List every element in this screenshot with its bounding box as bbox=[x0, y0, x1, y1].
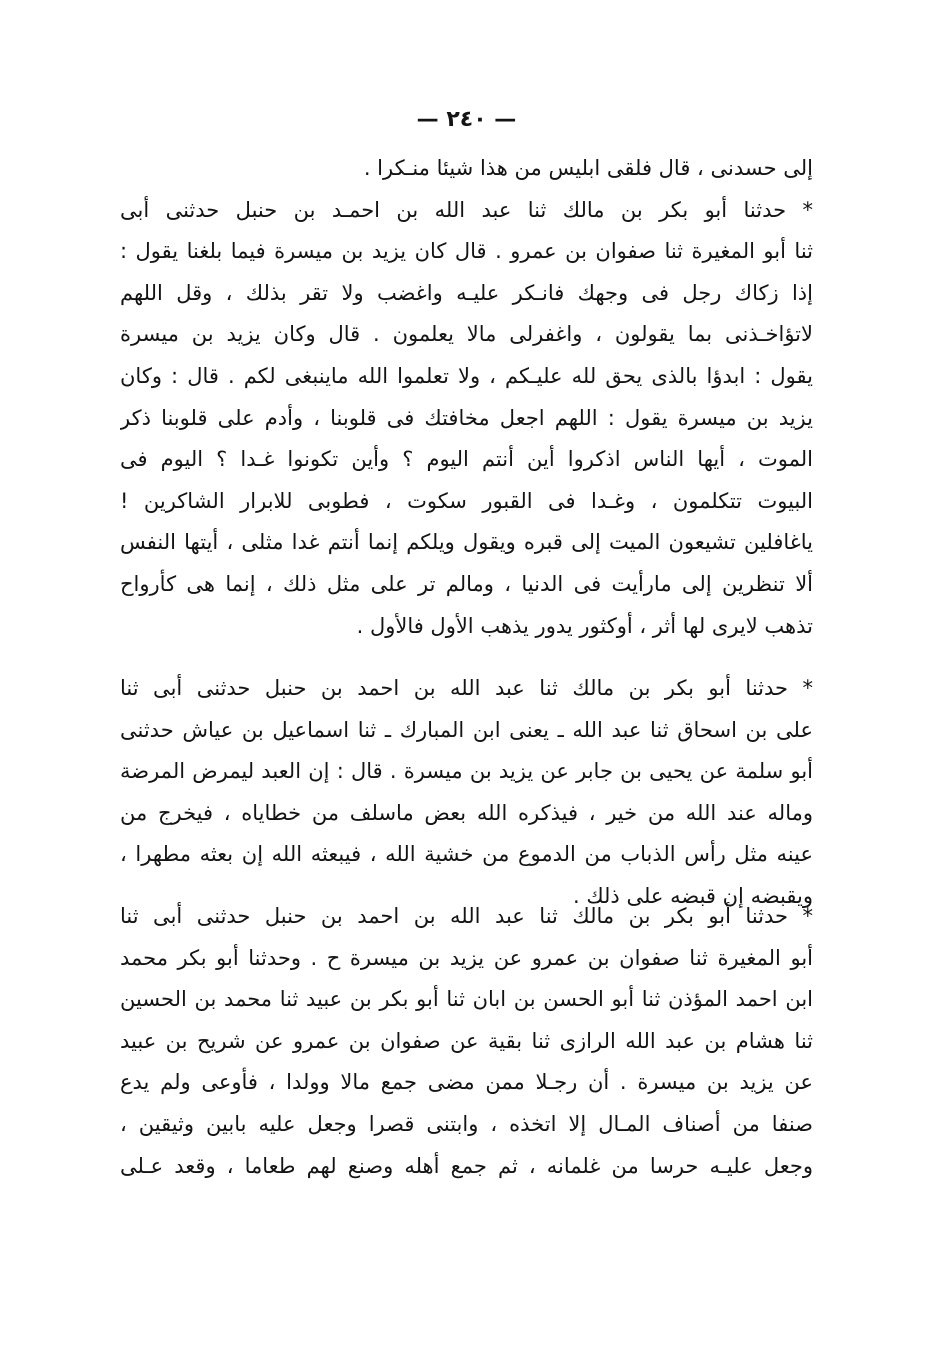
text-line: البيوت تتكلمون ، وغـدا فى القبور سكوت ، فطوبى للابرار الشاكرين ! bbox=[120, 488, 813, 513]
text-block-middle bbox=[120, 668, 813, 918]
text-line: * حدثنا أبو بكر بن مالك ثنا عبد الله بن احمد بن حنبل حدثنى أبى ثنا bbox=[120, 904, 813, 928]
text-line: عينه مثل رأس الذباب من الدموع من خشية الله ، فيبعثه الله إن بعثه مطهرا ، bbox=[120, 842, 813, 867]
text-line: ثنا هشام بن عبد الله الرازى ثنا بقية عن صفوان بن عمرو عن شريح بن عبيد bbox=[120, 1028, 813, 1053]
paragraph-2 bbox=[120, 190, 813, 648]
text-line: صنفا من أصناف المـال إلا اتخذه ، وابتنى قصرا وجعل عليه بابين وثيقين ، bbox=[120, 1111, 813, 1136]
text-line: ويقبضه إن قبضه على ذلك . bbox=[572, 883, 813, 908]
text-line: يزيد بن ميسرة يقول : اللهم اجعل مخافتك فى قلوبنا ، وأدم على قلوبنا ذكر bbox=[120, 405, 813, 430]
text-line: عن يزيد بن ميسرة . أن رجـلا ممن مضى جمع مالا وولدا ، فأوعى ولم يدع bbox=[120, 1070, 813, 1095]
paragraph-4 bbox=[120, 896, 813, 1187]
text-line: الموت ، أيها الناس اذكروا أين أنتم اليوم ؟ وأين تكونوا غـدا ؟ اليوم فى bbox=[120, 447, 813, 472]
text-line: لاتؤاخـذنى بما يقولون ، واغفرلى مالا يعلمون . قال وكان يزيد بن ميسرة bbox=[120, 322, 813, 347]
paragraph-1 bbox=[120, 148, 813, 190]
text-line: إلى حسدنى ، قال فلقى ابليس من هذا شيئا منـكرا . bbox=[363, 156, 813, 180]
text-line: أبو سلمة عن يحيى بن جابر عن يزيد بن ميسرة . قال : إن العبد ليمرض المرضة bbox=[120, 759, 813, 784]
text-line: على بن اسحاق ثنا عبد الله ـ يعنى ابن المبارك ـ ثنا اسماعيل بن عياش حدثنى bbox=[120, 717, 813, 742]
text-line: ثنا أبو المغيرة ثنا صفوان بن عمرو . قال كان يزيد بن ميسرة فيما بلغنا يقول : bbox=[120, 239, 813, 264]
page-number: — ٢٤٠ — bbox=[416, 107, 517, 132]
text-line: وماله عند الله من خير ، فيذكره الله بعض ماسلف من خطاياه ، فيخرج من bbox=[120, 800, 813, 825]
text-line: يقول : ابدؤا بالذى يحق لله عليـكم ، ولا تعلموا الله ماينبغى لكم . قال : وكان bbox=[120, 363, 813, 388]
text-line: * حدثنا أبو بكر بن مالك ثنا عبد الله بن احمد بن حنبل حدثنى أبى ثنا bbox=[120, 676, 813, 700]
text-line: وجعل عليـه حرسا من غلمانه ، ثم جمع أهله وصنع لهم طعاما ، وقعد عـلى bbox=[120, 1153, 813, 1178]
text-line: ابن احمد المؤذن ثنا أبو الحسن بن ابان ثنا أبو بكر بن عبيد ثنا محمد بن الحسين bbox=[120, 987, 813, 1012]
paragraph-3 bbox=[120, 668, 813, 918]
text-block-bottom bbox=[120, 896, 813, 1187]
text-line: ألا تنظرين إلى مارأيت فى الدنيا ، ومالم تر على مثل ذلك ، إنما هى كأرواح bbox=[120, 571, 813, 596]
text-line: ياغافلين تشيعون الميت إلى قبره ويقول ويلكم إنما أنتم غدا مثلى ، أيتها النفس bbox=[120, 530, 813, 555]
text-line: أبو المغيرة ثنا صفوان بن عمرو عن يزيد بن ميسرة ح . وحدثنا أبو بكر محمد bbox=[120, 945, 813, 970]
text-line: * حدثنا أبو بكر بن مالك ثنا عبد الله بن احمـد بن حنبل حدثنى أبى bbox=[120, 197, 813, 222]
text-block-top bbox=[120, 148, 813, 647]
text-line: تذهب لايرى لها أثر ، أوكثور يدور يذهب الأول فالأول . bbox=[356, 613, 813, 638]
text-line: إذا زكاك رجل فى وجهك فانـكر عليـه واغضب ولا تقر بذلك ، وقل اللهم bbox=[120, 280, 813, 305]
